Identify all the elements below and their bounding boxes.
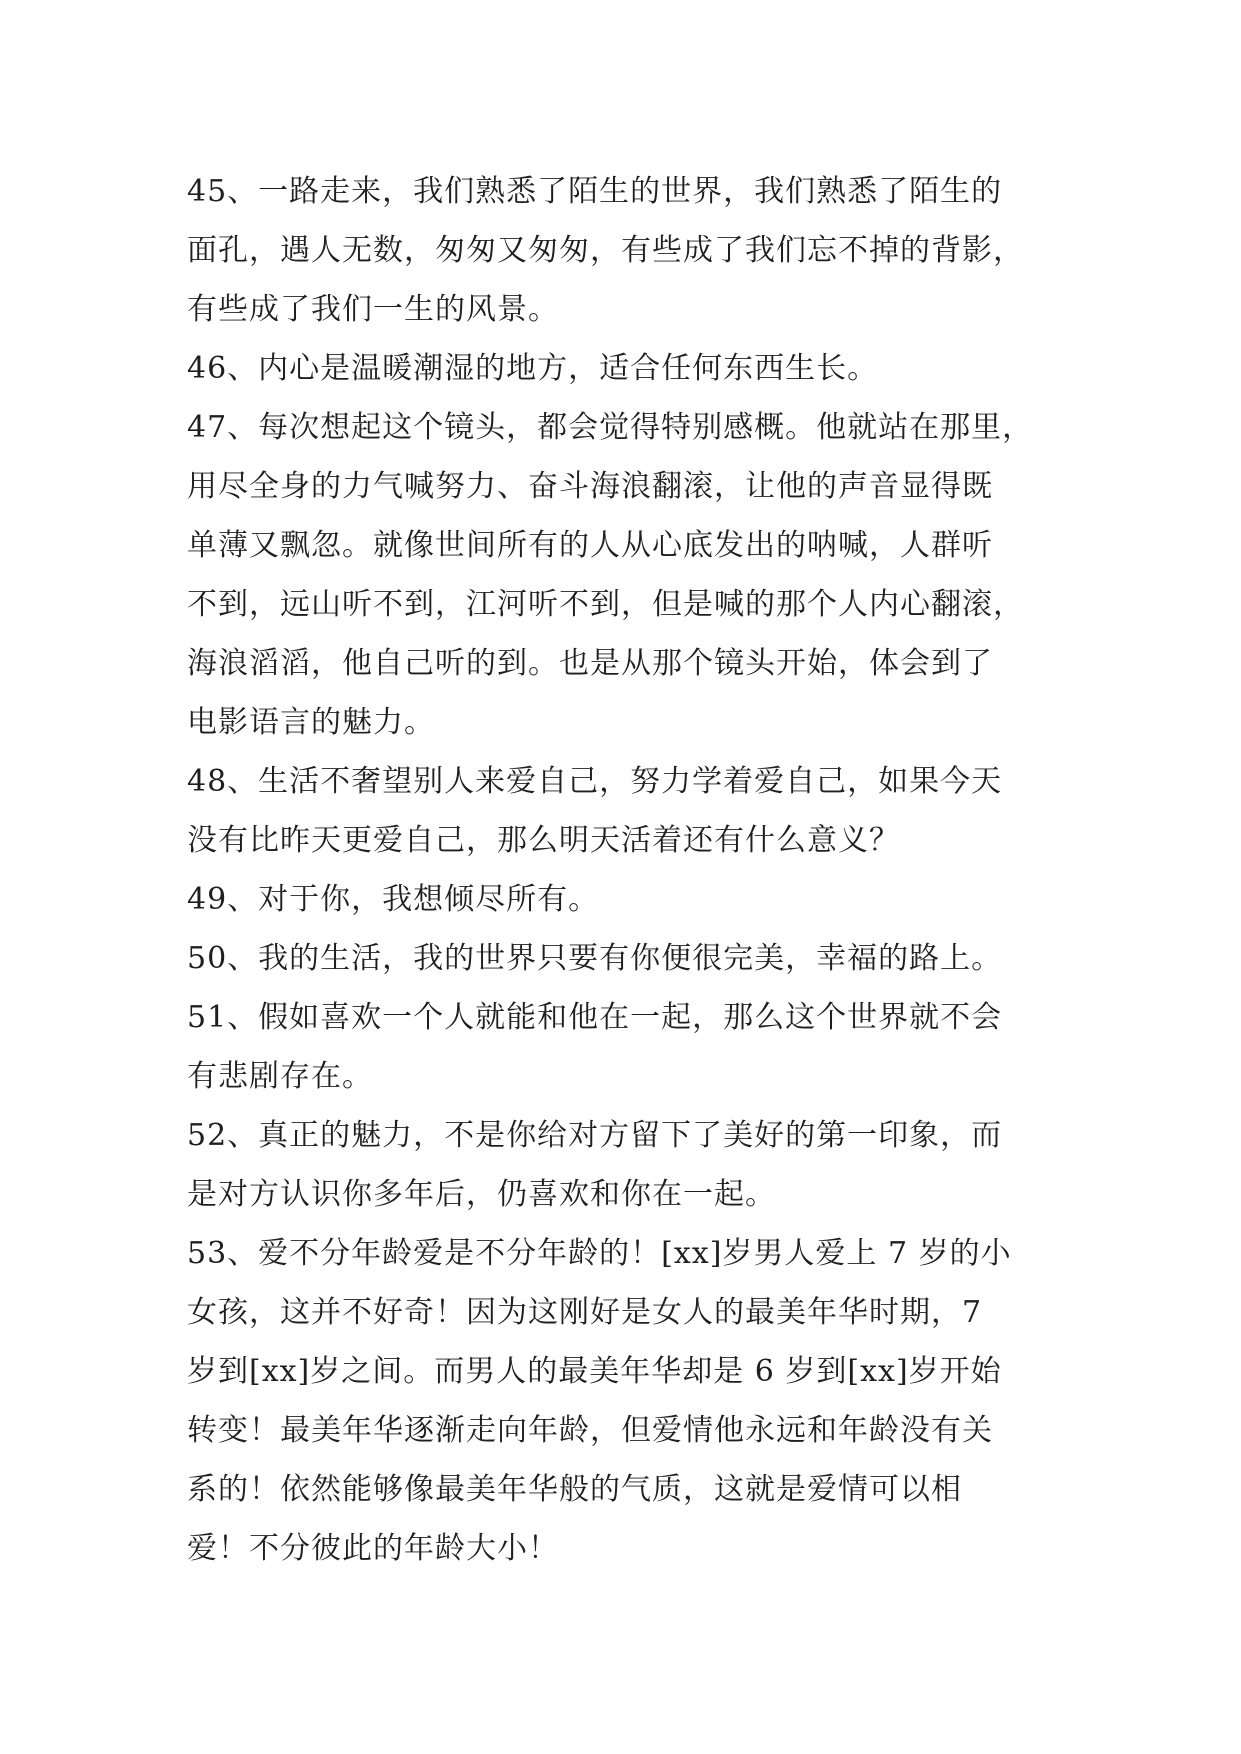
text-line: 转变！最美年华逐渐走向年龄，但爱情他永远和年龄没有关: [187, 1413, 993, 1448]
text-line: 电影语言的魅力。: [187, 705, 435, 740]
quote-45: [187, 162, 1057, 339]
quote-53: [187, 1224, 1057, 1578]
quote-47: [187, 398, 1057, 752]
text-line: 46、内心是温暖潮湿的地方，适合任何东西生长。: [187, 351, 879, 386]
text-line: 系的！依然能够像最美年华般的气质，这就是爱情可以相: [187, 1472, 962, 1507]
text-line: 有些成了我们一生的风景。: [187, 292, 559, 327]
document-body: [187, 162, 1057, 1578]
quote-46: [187, 339, 1057, 398]
quote-48: [187, 752, 1057, 870]
text-line: 有悲剧存在。: [187, 1059, 373, 1094]
text-line: 单薄又飘忽。就像世间所有的人从心底发出的呐喊，人群听: [187, 528, 993, 563]
quote-51: [187, 988, 1057, 1106]
text-line: 岁到[xx]岁之间。而男人的最美年华却是 6 岁到[xx]岁开始: [187, 1354, 1002, 1389]
quote-50: [187, 929, 1057, 988]
quote-52: [187, 1106, 1057, 1224]
text-line: 不到，远山听不到，江河听不到，但是喊的那个人内心翻滚，: [187, 587, 1024, 622]
text-line: 面孔，遇人无数，匆匆又匆匆，有些成了我们忘不掉的背影，: [187, 233, 1024, 268]
text-line: 女孩，这并不好奇！因为这刚好是女人的最美年华时期，7: [187, 1295, 983, 1330]
text-line: 50、我的生活，我的世界只要有你便很完美，幸福的路上。: [187, 941, 1003, 976]
text-line: 是对方认识你多年后，仍喜欢和你在一起。: [187, 1177, 776, 1212]
text-line: 47、每次想起这个镜头，都会觉得特别感概。他就站在那里，: [187, 410, 1034, 445]
text-line: 49、对于你，我想倾尽所有。: [187, 882, 600, 917]
quote-49: [187, 870, 1057, 929]
text-line: 48、生活不奢望别人来爱自己，努力学着爱自己，如果今天: [187, 764, 1003, 799]
text-line: 爱！不分彼此的年龄大小！: [187, 1531, 559, 1566]
text-line: 53、爱不分年龄爱是不分年龄的！[xx]岁男人爱上 7 岁的小: [187, 1236, 1012, 1271]
text-line: 没有比昨天更爱自己，那么明天活着还有什么意义？: [187, 823, 900, 858]
text-line: 海浪滔滔，他自己听的到。也是从那个镜头开始，体会到了: [187, 646, 993, 681]
text-line: 51、假如喜欢一个人就能和他在一起，那么这个世界就不会: [187, 1000, 1003, 1035]
text-line: 45、一路走来，我们熟悉了陌生的世界，我们熟悉了陌生的: [187, 174, 1003, 209]
text-line: 52、真正的魅力，不是你给对方留下了美好的第一印象，而: [187, 1118, 1003, 1153]
text-line: 用尽全身的力气喊努力、奋斗海浪翻滚，让他的声音显得既: [187, 469, 993, 504]
